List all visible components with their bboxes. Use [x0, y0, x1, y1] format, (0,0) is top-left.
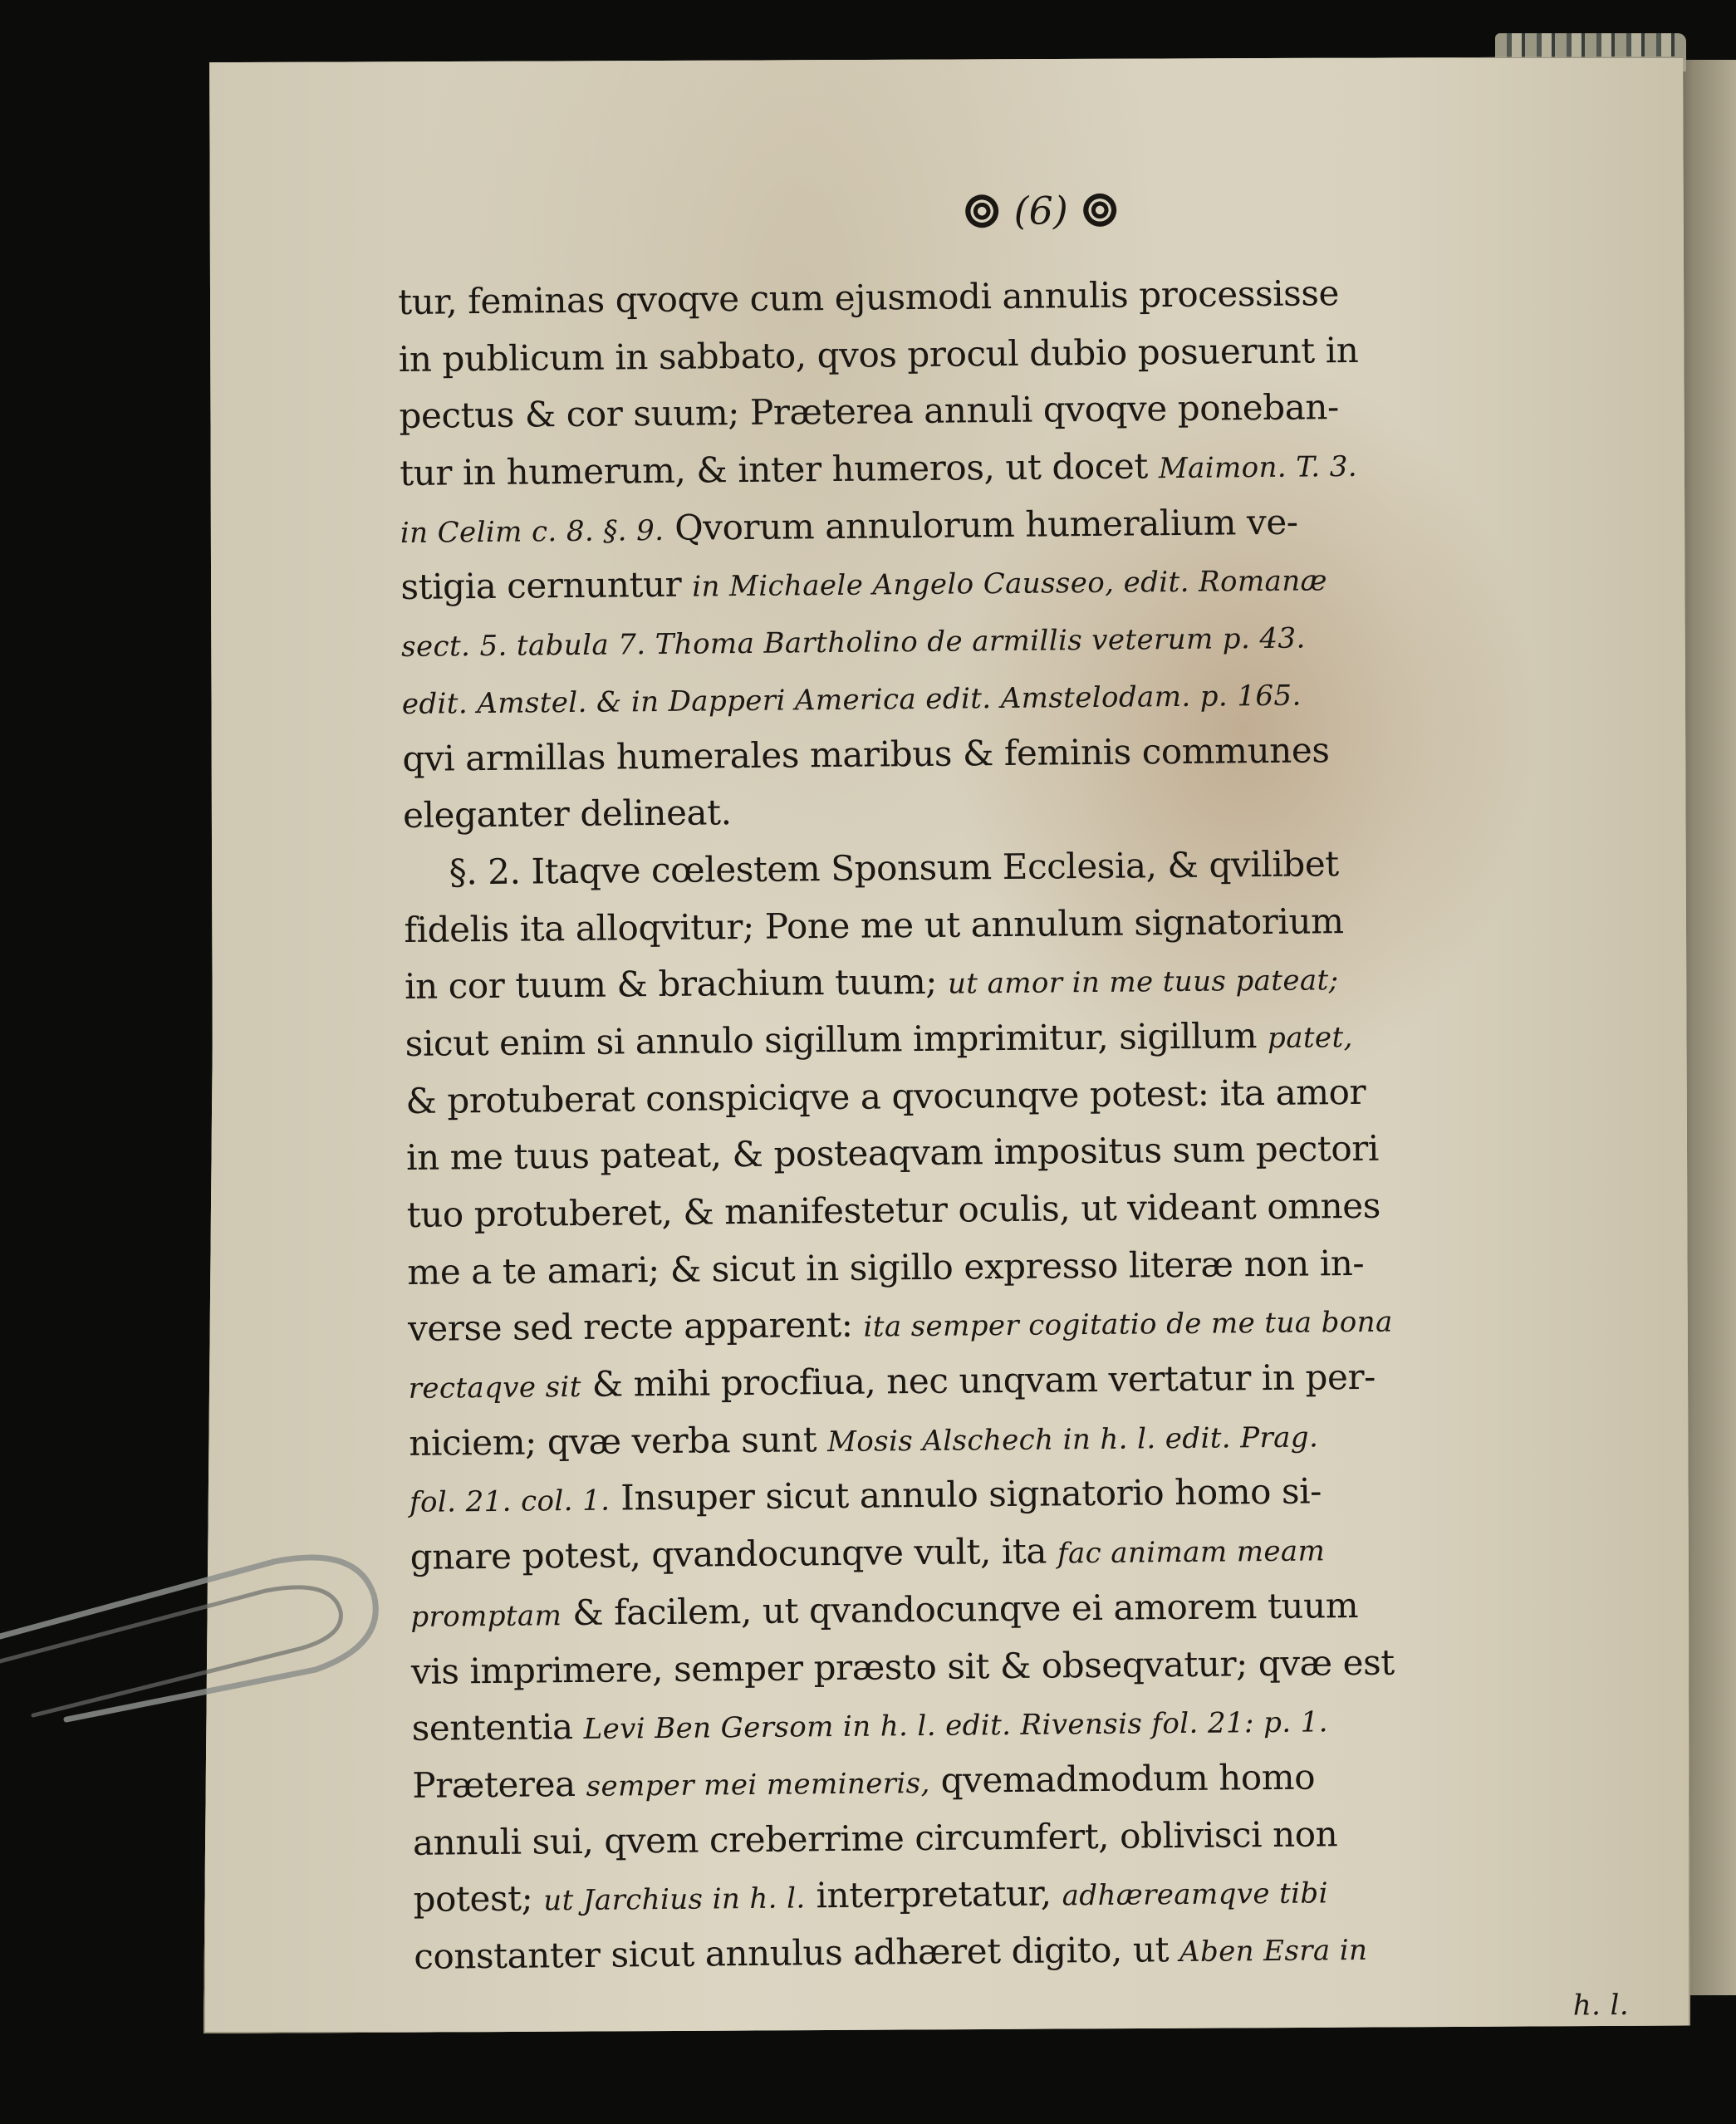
text-run: pectus & cor suum; Præterea annuli qvoqve poneban-: [399, 386, 1340, 437]
italic-citation: promptam: [410, 1598, 562, 1634]
text-run: annuli sui, qvem creberrime circumfert, oblivisci non: [412, 1813, 1338, 1863]
text-run: interpretatur,: [805, 1872, 1062, 1916]
text-run: & mihi procfiua, nec unqvam vertatur in per-: [581, 1356, 1376, 1405]
italic-citation: fol. 21. col. 1.: [409, 1484, 611, 1520]
text-run: Qvorum annulorum humeralium ve-: [664, 501, 1298, 548]
text-run: sententia: [411, 1706, 584, 1749]
text-run: qvemadmodum homo: [929, 1756, 1316, 1801]
italic-citation: ut amor in me tuus pateat;: [947, 964, 1339, 1001]
italic-citation: Aben Esra in: [1179, 1933, 1368, 1969]
italic-citation: sect. 5. tabula 7. Thoma Bartholino de armillis veterum p. 43.: [401, 621, 1306, 665]
text-run: me a te amari; & sicut in sigillo expresso literæ non in-: [407, 1242, 1365, 1293]
text-run: in me tuus pateat, & posteaqvam impositus sum pectori: [405, 1128, 1380, 1179]
italic-citation: Mosis Alschech in h. l. edit. Prag.: [826, 1420, 1319, 1459]
text-line: [414, 1974, 1636, 2043]
italic-citation: ut Jarchius in h. l.: [543, 1881, 806, 1918]
italic-citation: in Celim c. 8. §. 9.: [400, 513, 664, 550]
italic-citation: semper mei memineris,: [586, 1766, 930, 1803]
text-run: in cor tuum & brachium tuum;: [404, 960, 949, 1008]
text-run: tur in humerum, & inter humeros, ut docet: [399, 445, 1160, 494]
text-run: eleganter delineat.: [402, 792, 732, 836]
text-run: sicut enim si annulo sigillum imprimitur, sigillum: [405, 1014, 1268, 1064]
text-run: niciem; qvæ verba sunt: [409, 1418, 828, 1464]
text-run: & facilem, ut qvandocunqve ei amorem tuum: [562, 1584, 1359, 1633]
text-run: Insuper sicut annulo signatorio homo si-: [610, 1470, 1322, 1519]
text-run: Præterea: [412, 1763, 586, 1806]
page-text-block: [397, 186, 1635, 2043]
text-run: stigia cernuntur: [400, 564, 693, 608]
italic-citation: ita semper cogitatio de me tua bona: [863, 1305, 1393, 1345]
text-run: & protuberat conspiciqve a qvocunqve potest: ita amor: [405, 1071, 1366, 1121]
italic-citation: in Michaele Angelo Causseo, edit. Romanæ: [692, 564, 1328, 605]
text-run: tur, feminas qvoqve cum ejusmodi annulis processisse: [397, 272, 1340, 322]
text-run: gnare potest, qvandocunqve vult, ita: [409, 1530, 1058, 1578]
italic-citation: rectaqve sit: [408, 1371, 581, 1405]
italic-citation: adhæreamqve tibi: [1062, 1876, 1329, 1913]
rosette-ornament-icon: [965, 194, 998, 228]
italic-citation: patet,: [1267, 1020, 1353, 1055]
text-run: vis imprimere, semper præsto sit & obseqvatur; qvæ est: [410, 1641, 1395, 1692]
italic-citation: Levi Ben Gersom in h. l. edit. Rivensis fol. 21: p. 1.: [583, 1705, 1329, 1747]
text-lines: [398, 262, 1635, 2043]
text-run: §. 2. Itaqve cœlestem Sponsum Ecclesia, & qvilibet: [449, 843, 1340, 893]
italic-citation: h. l.: [1572, 1988, 1630, 2023]
italic-citation: Maimon. T. 3.: [1158, 449, 1358, 486]
rosette-ornament-icon: [1083, 194, 1116, 227]
text-run: fidelis ita alloqvitur; Pone me ut annulum signatorium: [404, 900, 1344, 950]
text-run: constanter sicut annulus adhæret digito, ut: [414, 1928, 1180, 1977]
page-header: [397, 186, 1619, 274]
italic-citation: edit. Amstel. & in Dapperi America edit. Amstelodam. p. 165.: [401, 679, 1302, 721]
text-run: qvi armillas humerales maribus & feminis communes: [402, 728, 1330, 779]
italic-citation: fac animam meam: [1057, 1534, 1326, 1571]
page-number: (6): [1013, 188, 1069, 233]
text-run: potest;: [413, 1877, 544, 1920]
paperclip: [0, 1512, 390, 1728]
text-run: tuo protuberet, & manifestetur oculis, ut videant omnes: [406, 1185, 1381, 1235]
text-run: in publicum in sabbato, qvos procul dubio posuerunt in: [398, 329, 1359, 380]
text-run: verse sed recte apparent:: [407, 1304, 864, 1350]
